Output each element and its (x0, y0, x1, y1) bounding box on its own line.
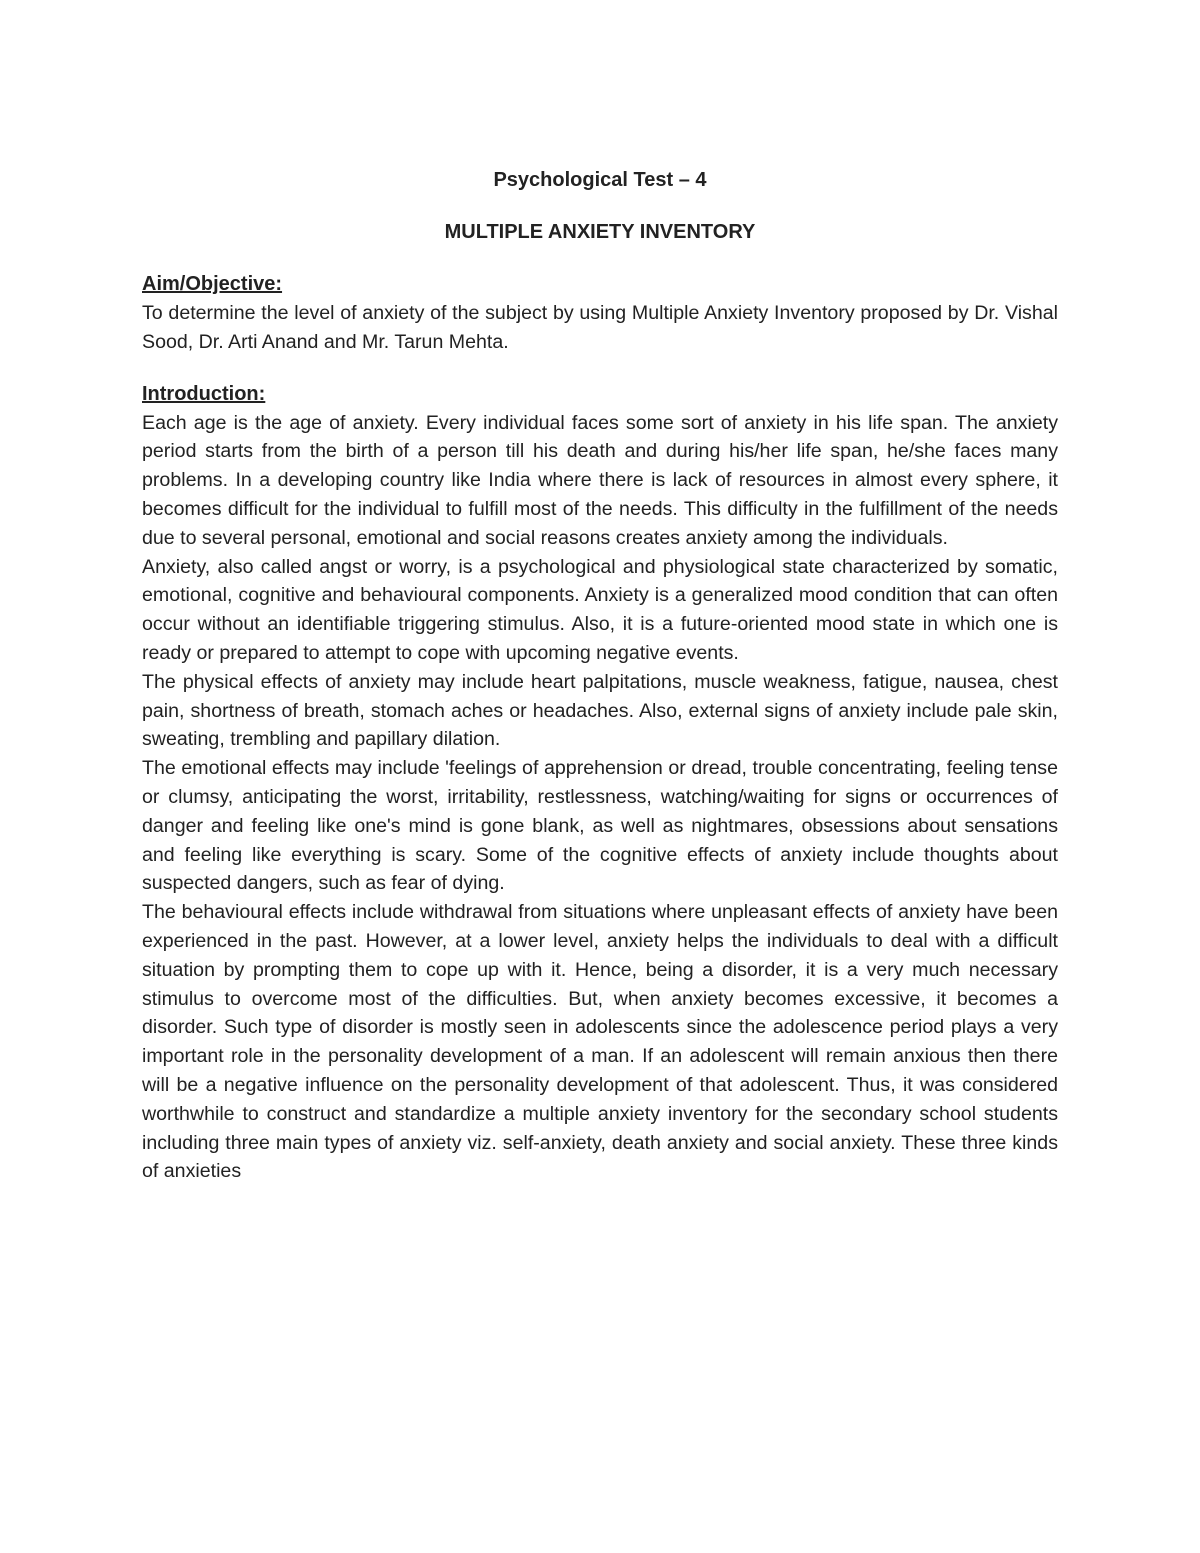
introduction-heading: Introduction: (142, 382, 266, 405)
intro-paragraph-4: The emotional effects may include 'feelings of apprehension or dread, trouble concentrating, feeling tense or clumsy, anticipating the worst, irritability, restlessness, watching/waiting for signs or occurrences of danger and feeling like one's mind is gone blank, as well as nightmares, obsessions about sensations and feeling like everything is scary. Some of the cognitive effects of anxiety include thoughts about suspected dangers, such as fear of dying. (142, 757, 1058, 895)
page-title: Psychological Test – 4 (493, 169, 707, 191)
intro-paragraph-1: Each age is the age of anxiety. Every individual faces some sort of anxiety in his life span. The anxiety period starts from the birth of a person till his death and during his/her life span, he/she faces many problems. In a developing country like India where there is lack of resources in almost every sphere, it becomes difficult for the individual to fulfill most of the needs. This difficulty in the fulfillment of the needs due to several personal, emotional and social reasons creates anxiety among the individuals. (142, 411, 1058, 549)
document-page (142, 165, 1058, 1186)
document-subtitle: MULTIPLE ANXIETY INVENTORY (444, 221, 756, 243)
intro-paragraph-3: The physical effects of anxiety may include heart palpitations, muscle weakness, fatigue, nausea, chest pain, shortness of breath, stomach aches or headaches. Also, external signs of anxiety include pale skin, sweating, trembling and papillary dilation. (142, 670, 1058, 751)
aim-paragraph: To determine the level of anxiety of the subject by using Multiple Anxiety Inventory proposed by Dr. Vishal Sood, Dr. Arti Anand and Mr. Tarun Mehta. (142, 302, 1058, 353)
aim-heading: Aim/Objective: (142, 273, 283, 295)
intro-paragraph-2: Anxiety, also called angst or worry, is a psychological and physiological state characterized by somatic, emotional, cognitive and behavioural components. Anxiety is a generalized mood condition that can often occur without an identifiable triggering stimulus. Also, it is a future-oriented mood state in which one is ready or prepared to attempt to cope with upcoming negative events. (142, 555, 1058, 664)
intro-paragraph-5: The behavioural effects include withdrawal from situations where unpleasant effects of anxiety have been experienced in the past. However, at a lower level, anxiety helps the individuals to deal with a difficult situation by prompting them to cope up with it. Hence, being a disorder, it is a very much necessary stimulus to overcome most of the difficulties. But, when anxiety becomes excessive, it becomes a disorder. Such type of disorder is mostly seen in adolescents since the adolescence period plays a very important role in the personality development of a man. If an adolescent will remain anxious then there will be a negative influence on the personality development of that adolescent. Thus, it was considered worthwhile to construct and standardize a multiple anxiety inventory for the secondary school students including three main types of anxiety viz. self-anxiety, death anxiety and social anxiety. These three kinds of anxieties (142, 901, 1058, 1183)
